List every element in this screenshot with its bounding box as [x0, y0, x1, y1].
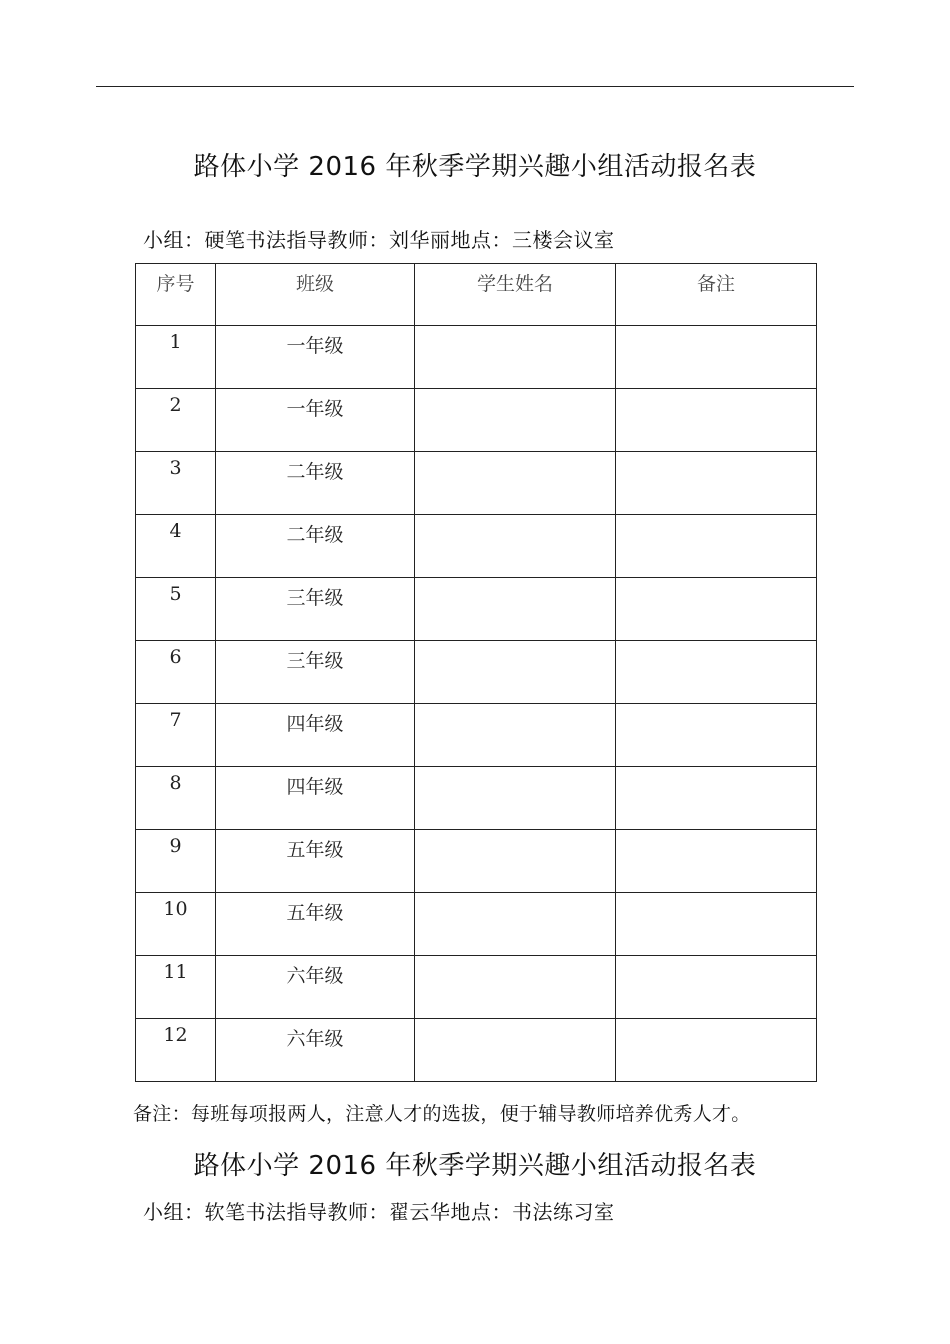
cell-student-name[interactable]: [415, 641, 616, 704]
cell-no: 2: [136, 389, 216, 452]
cell-grade: 三年级: [216, 641, 415, 704]
cell-no: 1: [136, 326, 216, 389]
cell-student-name[interactable]: [415, 578, 616, 641]
cell-no: 6: [136, 641, 216, 704]
cell-grade: 三年级: [216, 578, 415, 641]
cell-grade: 四年级: [216, 704, 415, 767]
footnote: 备注：每班每项报两人，注意人才的选拔，便于辅导教师培养优秀人才。: [133, 1103, 751, 1125]
header-note: 备注: [616, 264, 817, 326]
cell-note[interactable]: [616, 452, 817, 515]
cell-student-name[interactable]: [415, 1019, 616, 1082]
cell-grade: 二年级: [216, 452, 415, 515]
table-row: [136, 389, 817, 452]
cell-note[interactable]: [616, 326, 817, 389]
cell-grade: 四年级: [216, 767, 415, 830]
cell-note[interactable]: [616, 1019, 817, 1082]
table-row: [136, 452, 817, 515]
cell-grade: 五年级: [216, 893, 415, 956]
header-student-name: 学生姓名: [415, 264, 616, 326]
cell-student-name[interactable]: [415, 956, 616, 1019]
table-row: [136, 1019, 817, 1082]
cell-no: 3: [136, 452, 216, 515]
cell-grade: 五年级: [216, 830, 415, 893]
cell-grade: 一年级: [216, 326, 415, 389]
cell-note[interactable]: [616, 956, 817, 1019]
table-row: [136, 578, 817, 641]
cell-no: 5: [136, 578, 216, 641]
cell-no: 4: [136, 515, 216, 578]
cell-student-name[interactable]: [415, 515, 616, 578]
cell-student-name[interactable]: [415, 452, 616, 515]
table-row: [136, 830, 817, 893]
table-row: [136, 956, 817, 1019]
table-row: [136, 704, 817, 767]
cell-student-name[interactable]: [415, 893, 616, 956]
group-info: 小组：硬笔书法指导教师：刘华丽地点：三楼会议室: [143, 228, 615, 252]
table-row: [136, 641, 817, 704]
table-header-row: [136, 264, 817, 326]
cell-no: 9: [136, 830, 216, 893]
cell-no: 12: [136, 1019, 216, 1082]
cell-no: 10: [136, 893, 216, 956]
cell-note[interactable]: [616, 830, 817, 893]
cell-note[interactable]: [616, 893, 817, 956]
cell-note[interactable]: [616, 515, 817, 578]
table-row: [136, 326, 817, 389]
cell-note[interactable]: [616, 704, 817, 767]
cell-note[interactable]: [616, 578, 817, 641]
table-row: [136, 893, 817, 956]
header-grade: 班级: [216, 264, 415, 326]
cell-student-name[interactable]: [415, 389, 616, 452]
cell-note[interactable]: [616, 389, 817, 452]
cell-note[interactable]: [616, 767, 817, 830]
cell-student-name[interactable]: [415, 704, 616, 767]
cell-grade: 六年级: [216, 1019, 415, 1082]
table-row: [136, 515, 817, 578]
form-title-2: 路体小学 2016 年秋季学期兴趣小组活动报名表: [193, 1151, 757, 1181]
cell-grade: 二年级: [216, 515, 415, 578]
table-row: [136, 767, 817, 830]
cell-no: 8: [136, 767, 216, 830]
cell-student-name[interactable]: [415, 767, 616, 830]
cell-student-name[interactable]: [415, 830, 616, 893]
header-no: 序号: [136, 264, 216, 326]
cell-grade: 六年级: [216, 956, 415, 1019]
form-title: 路体小学 2016 年秋季学期兴趣小组活动报名表: [193, 152, 757, 182]
header-rule: [96, 86, 854, 87]
cell-no: 7: [136, 704, 216, 767]
cell-student-name[interactable]: [415, 326, 616, 389]
cell-no: 11: [136, 956, 216, 1019]
cell-grade: 一年级: [216, 389, 415, 452]
cell-note[interactable]: [616, 641, 817, 704]
signup-table: [135, 263, 817, 1082]
group-info-2: 小组：软笔书法指导教师：翟云华地点：书法练习室: [143, 1200, 615, 1224]
